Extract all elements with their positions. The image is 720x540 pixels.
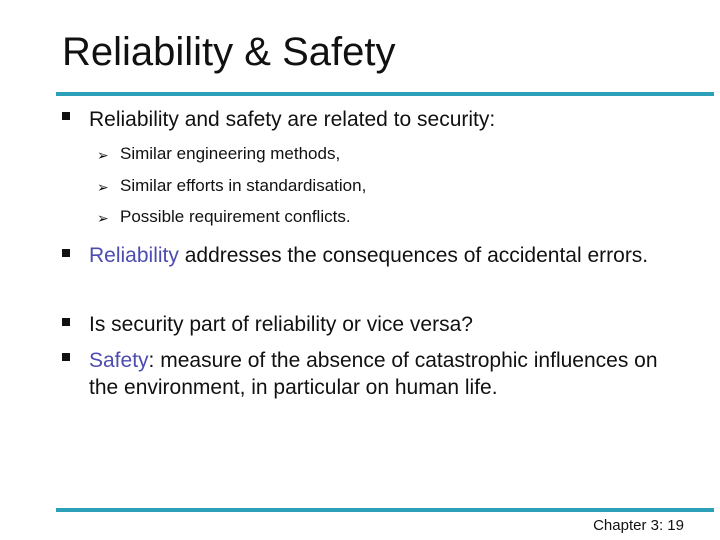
bullet-text-rest: : measure of the absence of catastrophic influences on the environment, in particular on human life. (89, 349, 658, 399)
arrow-bullet-icon: ➢ (97, 147, 109, 163)
bullet-text-rest: addresses the consequences of accidental errors. (178, 244, 649, 267)
square-bullet-icon (62, 353, 70, 361)
bullet-text: Is security part of reliability or vice versa? (89, 313, 473, 336)
square-bullet-icon (62, 249, 70, 257)
keyword-reliability: Reliability (89, 244, 179, 267)
sub-bullet-text: Similar efforts in standardisation, (120, 176, 367, 195)
sub-bullet-text: Similar engineering methods, (120, 144, 341, 163)
bullet-text (89, 347, 689, 401)
square-bullet-icon (62, 318, 70, 326)
bullet-text (89, 242, 689, 269)
page-footer: Chapter 3: 19 (593, 517, 684, 534)
arrow-bullet-icon: ➢ (97, 210, 109, 226)
square-bullet-icon (62, 112, 70, 120)
footer-rule (56, 508, 714, 512)
bullet-text: Reliability and safety are related to security: (89, 108, 496, 131)
title-underline (56, 92, 714, 96)
slide-title: Reliability & Safety (62, 30, 396, 74)
arrow-bullet-icon: ➢ (97, 179, 109, 195)
keyword-safety: Safety (89, 349, 149, 372)
sub-bullet-text: Possible requirement conflicts. (120, 207, 351, 226)
